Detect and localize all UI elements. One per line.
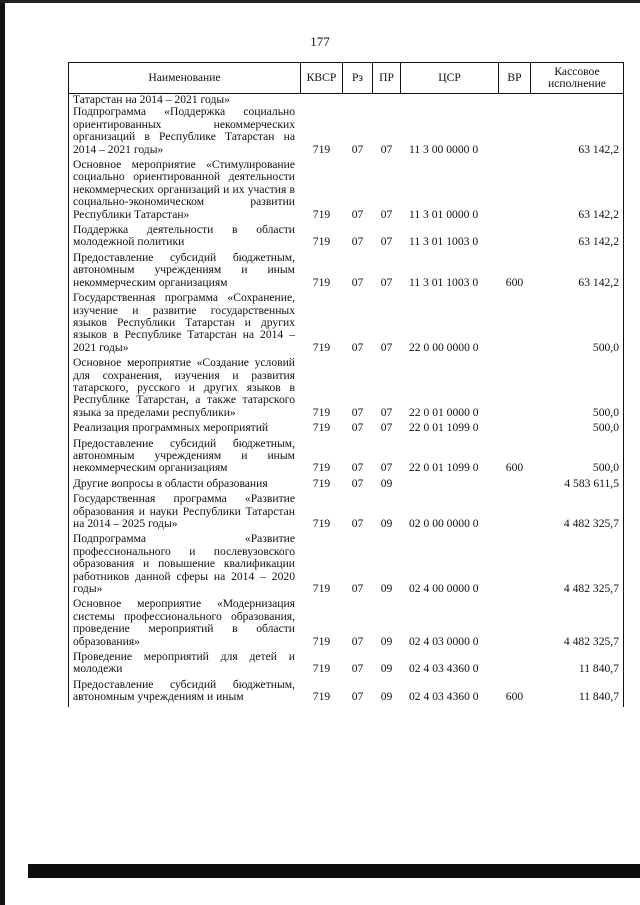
row-rz: 07 <box>351 582 364 596</box>
row-pr: 07 <box>380 421 393 435</box>
scan-left-edge <box>0 0 5 905</box>
row-kvsr: 719 <box>312 142 331 156</box>
table-row <box>69 252 624 292</box>
row-amount: 4 482 325,7 <box>531 598 624 651</box>
table-row <box>69 533 624 598</box>
row-rz: 07 <box>351 421 364 435</box>
row-vr <box>499 292 531 357</box>
table-row <box>69 106 624 159</box>
row-csr: 02 0 00 0000 0 <box>409 517 479 530</box>
row-name: Предоставление субсидий бюджетным, автономным учреждениям и иным некоммерческим организациям <box>69 438 301 478</box>
row-amount: 63 142,2 <box>531 252 624 292</box>
row-kvsr: 719 <box>312 235 331 249</box>
row-vr <box>499 533 531 598</box>
row-pr: 07 <box>380 405 393 419</box>
header-pr: ПР <box>373 63 401 94</box>
row-kvsr: 719 <box>312 275 331 289</box>
row-rz: 07 <box>351 340 364 354</box>
row-kvsr <box>301 94 343 107</box>
row-amount <box>531 94 624 107</box>
row-kvsr: 719 <box>312 662 331 676</box>
row-amount: 4 482 325,7 <box>531 493 624 533</box>
row-name: Основное мероприятие «Стимулирование социально ориентированной деятельности некоммерческих организаций и их участия в социально-экономическом развитии Республики Татарстан» <box>69 159 301 224</box>
table-row <box>69 598 624 651</box>
row-kvsr: 719 <box>312 582 331 596</box>
page-number: 177 <box>310 34 330 49</box>
row-pr: 09 <box>380 476 393 490</box>
row-amount: 4 583 611,5 <box>531 478 624 493</box>
row-csr: 11 3 00 0000 0 <box>409 142 479 156</box>
row-name: Основное мероприятие «Модернизация системы профессионального образования, проведение мероприятий в области образования» <box>69 598 301 651</box>
row-amount: 63 142,2 <box>531 224 624 252</box>
table-header-row <box>69 63 624 94</box>
row-name: Предоставление субсидий бюджетным, автономным учреждениям и иным <box>69 679 301 707</box>
row-rz: 07 <box>351 517 364 530</box>
row-vr: 600 <box>505 690 524 704</box>
header-amount: Кассовое исполнение <box>531 63 624 94</box>
table-row <box>69 478 624 493</box>
row-vr <box>499 493 531 533</box>
row-pr: 09 <box>380 662 393 676</box>
row-pr: 07 <box>380 275 393 289</box>
row-amount: 500,0 <box>531 422 624 437</box>
row-csr: 02 4 00 0000 0 <box>409 582 479 596</box>
row-rz: 07 <box>351 405 364 419</box>
row-csr: 02 4 03 4360 0 <box>409 690 479 704</box>
row-kvsr: 719 <box>312 405 331 419</box>
row-kvsr: 719 <box>312 340 331 354</box>
row-vr <box>499 422 531 437</box>
row-kvsr: 719 <box>312 690 331 704</box>
row-rz: 07 <box>351 690 364 704</box>
table-row <box>69 493 624 533</box>
row-name: Проведение мероприятий для детей и молодежи <box>69 651 301 679</box>
row-amount: 4 482 325,7 <box>531 533 624 598</box>
row-rz: 07 <box>351 275 364 289</box>
table-row <box>69 159 624 224</box>
row-vr <box>499 94 531 107</box>
row-name: Основное мероприятие «Создание условий для сохранения, изучения и развития татарского, русского и других языков в Республике Татарстан, а также татарского языка за пределами республики» <box>69 357 301 422</box>
budget-execution-table <box>68 62 624 707</box>
table-row <box>69 224 624 252</box>
row-kvsr: 719 <box>312 476 331 490</box>
row-csr: 22 0 01 1099 0 <box>409 461 479 475</box>
header-rz: Рз <box>343 63 373 94</box>
row-vr <box>499 598 531 651</box>
row-vr <box>499 357 531 422</box>
row-rz: 07 <box>351 461 364 475</box>
row-name: Государственная программа «Развитие образования и науки Республики Татарстан на 2014 – 2025 годы» <box>69 493 301 533</box>
header-vr: ВР <box>499 63 531 94</box>
row-pr <box>373 94 401 107</box>
row-name: Подпрограмма «Поддержка социально ориентированных некоммерческих организаций в Республике Татарстан на 2014 – 2021 годы» <box>69 106 301 159</box>
row-name: Поддержка деятельности в области молодежной политики <box>69 224 301 252</box>
row-csr: 11 3 01 1003 0 <box>409 235 479 249</box>
row-name: Другие вопросы в области образования <box>69 478 301 493</box>
row-rz: 07 <box>351 476 364 490</box>
row-vr: 600 <box>505 275 524 289</box>
row-vr <box>499 106 531 159</box>
table-row <box>69 651 624 679</box>
row-pr: 07 <box>380 235 393 249</box>
row-pr: 09 <box>380 582 393 596</box>
scan-top-edge <box>0 0 640 3</box>
row-rz: 07 <box>351 207 364 221</box>
row-csr: 11 3 01 1003 0 <box>409 275 479 289</box>
row-amount: 63 142,2 <box>531 159 624 224</box>
table-row <box>69 422 624 437</box>
row-csr <box>401 478 499 493</box>
table-row <box>69 292 624 357</box>
row-name: Татарстан на 2014 – 2021 годы» <box>69 94 301 107</box>
row-kvsr: 719 <box>312 421 331 435</box>
row-csr <box>401 94 499 107</box>
row-amount: 11 840,7 <box>531 679 624 707</box>
row-name: Государственная программа «Сохранение, изучение и развитие государственных языков Республики Татарстан и других языков в Республике Татарстан на 2014 – 2021 годы» <box>69 292 301 357</box>
header-csr: ЦСР <box>401 63 499 94</box>
row-csr: 22 0 01 1099 0 <box>409 421 479 435</box>
row-pr: 07 <box>380 461 393 475</box>
row-rz: 07 <box>351 235 364 249</box>
row-kvsr: 719 <box>312 207 331 221</box>
row-amount: 500,0 <box>531 292 624 357</box>
row-pr: 09 <box>380 517 393 530</box>
row-rz: 07 <box>351 142 364 156</box>
row-amount: 500,0 <box>531 357 624 422</box>
table-row <box>69 679 624 707</box>
row-pr: 09 <box>380 690 393 704</box>
header-kvsr: КВСР <box>301 63 343 94</box>
table-row <box>69 357 624 422</box>
row-vr <box>499 651 531 679</box>
row-kvsr: 719 <box>312 634 331 648</box>
row-csr: 22 0 00 0000 0 <box>409 340 479 354</box>
row-name: Реализация программных мероприятий <box>69 422 301 437</box>
row-rz: 07 <box>351 634 364 648</box>
row-kvsr: 719 <box>312 461 331 475</box>
row-rz <box>343 94 373 107</box>
row-name: Подпрограмма «Развитие профессионального и послевузовского образования и повышение квалификации работников данной сферы на 2014 – 2020 годы» <box>69 533 301 598</box>
row-amount: 500,0 <box>531 438 624 478</box>
row-kvsr: 719 <box>312 517 331 530</box>
row-pr: 07 <box>380 142 393 156</box>
row-csr: 22 0 01 0000 0 <box>409 405 479 419</box>
scan-bottom-bar <box>28 864 640 878</box>
row-csr: 02 4 03 4360 0 <box>409 662 479 676</box>
row-vr <box>499 224 531 252</box>
row-vr: 600 <box>505 461 524 475</box>
header-name: Наименование <box>69 63 301 94</box>
row-pr: 07 <box>380 207 393 221</box>
row-vr <box>499 159 531 224</box>
row-pr: 09 <box>380 634 393 648</box>
row-rz: 07 <box>351 662 364 676</box>
table-row <box>69 438 624 478</box>
row-name: Предоставление субсидий бюджетным, автономным учреждениям и иным некоммерческим организациям <box>69 252 301 292</box>
row-vr <box>499 478 531 493</box>
row-csr: 11 3 01 0000 0 <box>409 207 479 221</box>
row-csr: 02 4 03 0000 0 <box>409 634 479 648</box>
row-amount: 11 840,7 <box>531 651 624 679</box>
row-amount: 63 142,2 <box>531 106 624 159</box>
row-pr: 07 <box>380 340 393 354</box>
